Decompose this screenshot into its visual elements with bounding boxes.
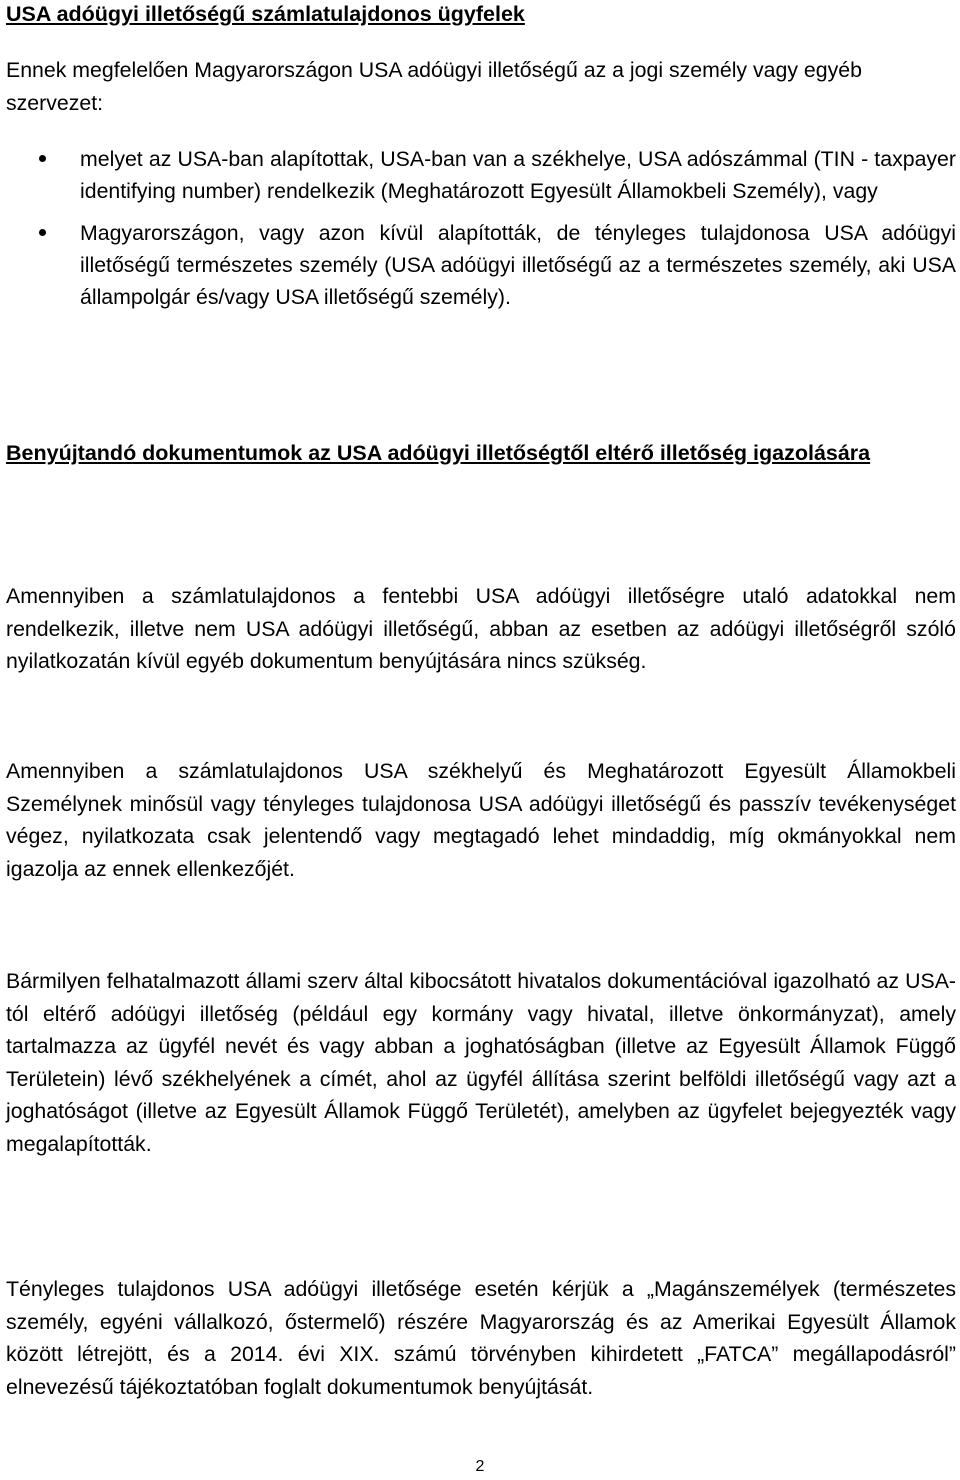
bullet-text: Magyarországon, vagy azon kívül alapították, de tényleges tulajdonosa USA adóügyi illetőségű természetes személy (USA adóügyi illetőségű az a természetes személy, aki USA állampolgár és/vagy USA illetőségű személy). [80, 221, 956, 309]
paragraph-passive-activity: Amennyiben a számlatulajdonos USA székhelyű és Meghatározott Egyesült Államokbeli Személynek minősül vagy tényleges tulajdonosa USA adóügyi illetőségű és passzív tevékenységet végez, nyilatkozata csak jelentendő vagy megtagadó lehet mindaddig, míg okmányokkal nem igazolja az ennek ellenkezőjét. [6, 759, 956, 881]
bullet-icon [39, 229, 46, 236]
criteria-bullet-list [6, 143, 956, 313]
page-number: 2 [475, 1458, 485, 1475]
bullet-icon [39, 155, 46, 162]
section-heading-documents: Benyújtandó dokumentumok az USA adóügyi illetőségtől eltérő illetőség igazolására [6, 441, 871, 465]
paragraph-beneficial-owner-fatca: Tényleges tulajdonos USA adóügyi illetősége esetén kérjük a „Magánszemélyek (természetes személy, egyéni vállalkozó, őstermelő) részére Magyarország és az Amerikai Egyesült Államok között létrejött, és a 2014. évi XIX. számú törvényben kihirdetett „FATCA” megállapodásról” elnevezésű tájékoztatóban foglalt dokumentumok benyújtását. [6, 1277, 956, 1399]
bullet-item-us-founded [6, 143, 956, 207]
paragraph-no-documents-needed: Amennyiben a számlatulajdonos a fentebbi USA adóügyi illetőségre utaló adatokkal nem rendelkezik, illetve nem USA adóügyi illetőségű, abban az esetben az adóügyi illetőségről szóló nyilatkozatán kívül egyéb dokumentum benyújtására nincs szükség. [6, 584, 956, 673]
paragraph-official-documentation: Bármilyen felhatalmazott állami szerv által kibocsátott hivatalos dokumentációval igazolható az USA-tól eltérő adóügyi illetőség (például egy kormány vagy hivatal, illetve önkormányzat), amely tartalmazza az ügyfél nevét és vagy abban a joghatóságban (illetve az Egyesült Államok Függő Területein) lévő székhelyének a címét, ahol az ügyfél állítása szerint belföldi illetőségű vagy azt a joghatóságot (illetve az Egyesült Államok Függő Területét), amelyben az ügyfelet bejegyezték vagy megalapították. [6, 969, 956, 1156]
bullet-text: melyet az USA-ban alapítottak, USA-ban van a székhelye, USA adószámmal (TIN - taxpayer identifying number) rendelkezik (Meghatározott Egyesült Államokbeli Személy), vagy [80, 147, 956, 203]
bullet-item-beneficial-owner [6, 217, 956, 313]
section-heading-us-tax-resident-account-holders: USA adóügyi illetőségű számlatulajdonos ügyfelek [6, 2, 525, 26]
intro-paragraph: Ennek megfelelően Magyarországon USA adóügyi illetőségű az a jogi személy vagy egyéb szervezet: [6, 58, 862, 115]
